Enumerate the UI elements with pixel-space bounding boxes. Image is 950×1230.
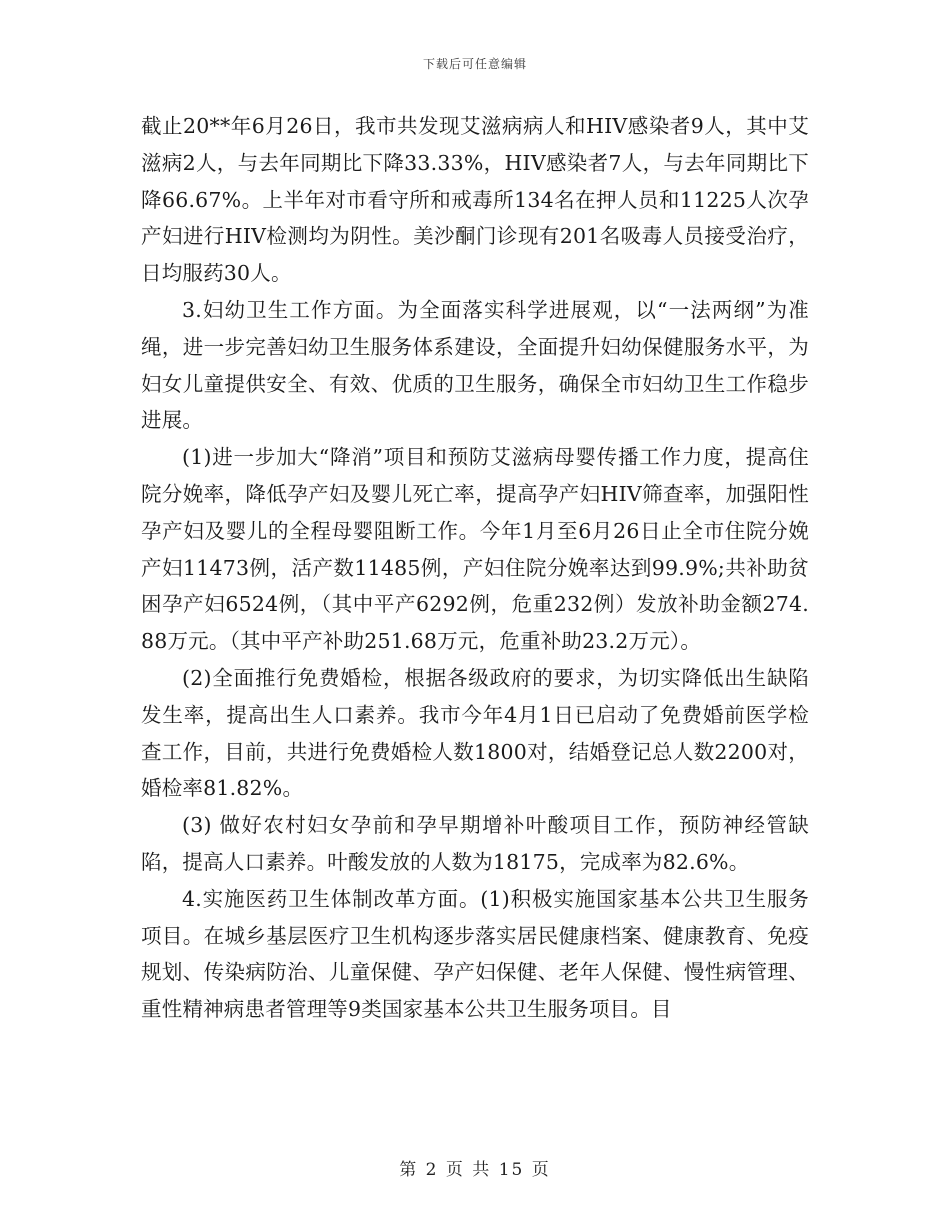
page-number-footer: 第 2 页 共 15 页 [399,1160,551,1180]
paragraph-4: (2)全面推行免费婚检，根据各级政府的要求，为切实降低出生缺陷发生率，提高出生人口素养。我市今年4月1日已启动了免费婚前医学检查工作，目前，共进行免费婚检人数1800对，结婚登记总人数2200对，婚检率81.82%。 [141,665,809,801]
body-text [141,108,809,1028]
paragraph-5: (3) 做好农村妇女孕前和孕早期增补叶酸项目工作，预防神经管缺陷，提高人口素养。叶酸发放的人数为18175，完成率为82.6%。 [141,813,809,874]
paragraph-1: 截止20**年6月26日，我市共发现艾滋病病人和HIV感染者9人，其中艾滋病2人，与去年同期比下降33.33%，HIV感染者7人，与去年同期比下降66.67%。上半年对市看守所和戒毒所134名在押人员和11225人次孕产妇进行HIV检测均为阴性。美沙酮门诊现有201名吸毒人员接受治疗，日均服药30人。 [141,114,809,286]
paragraph-3: (1)进一步加大“降消”项目和预防艾滋病母婴传播工作力度，提高住院分娩率，降低孕产妇及婴儿死亡率，提高孕产妇HIV筛查率，加强阳性孕产妇及婴儿的全程母婴阻断工作。今年1月至6月26日止全市住院分娩产妇11473例，活产数11485例，产妇住院分娩率达到99.9%;共补助贫困孕产妇6524例，（其中平产6292例，危重232例）发放补助金额274.88万元。（其中平产补助251.68万元，危重补助23.2万元）。 [141,445,809,654]
paragraph-6: 4.实施医药卫生体制改革方面。(1)积极实施国家基本公共卫生服务项目。在城乡基层医疗卫生机构逐步落实居民健康档案、健康教育、免疫规划、传染病防治、儿童保健、孕产妇保健、老年人保健、慢性病管理、重性精神病患者管理等9类国家基本公共卫生服务项目。目 [141,886,809,1022]
paragraph-2: 3.妇幼卫生工作方面。为全面落实科学进展观，以“一法两纲”为准绳，进一步完善妇幼卫生服务体系建设，全面提升妇幼保健服务水平，为妇女儿童提供安全、有效、优质的卫生服务，确保全市妇幼卫生工作稳步进展。 [141,297,809,433]
header-note: 下载后可任意编辑 [422,57,527,71]
